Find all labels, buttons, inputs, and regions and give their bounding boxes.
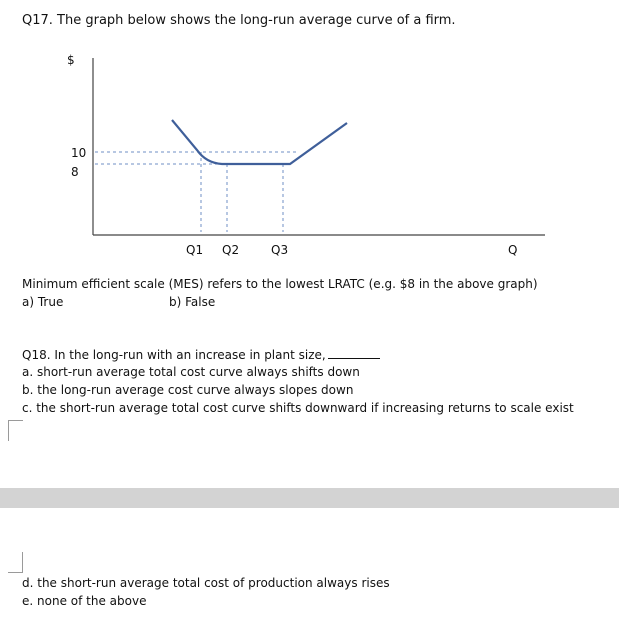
y-tick-8: 8 bbox=[71, 165, 79, 179]
x-axis-label: Q bbox=[508, 243, 518, 257]
q18-stem-line bbox=[22, 348, 380, 362]
y-tick-10: 10 bbox=[71, 146, 87, 160]
q17-option-a[interactable]: a) True bbox=[22, 295, 64, 309]
x-tick-q1: Q1 bbox=[186, 243, 204, 257]
q18-option-e[interactable]: e. none of the above bbox=[22, 594, 147, 608]
y-axis-label: $ bbox=[67, 53, 75, 67]
x-tick-q3: Q3 bbox=[271, 243, 289, 257]
q18-option-a[interactable]: a. short-run average total cost curve always shifts down bbox=[22, 365, 360, 379]
q18-option-b[interactable]: b. the long-run average cost curve always slopes down bbox=[22, 383, 354, 397]
page-break bbox=[0, 488, 619, 508]
page-corner-mark bbox=[8, 420, 23, 441]
q18-option-d[interactable]: d. the short-run average total cost of production always rises bbox=[22, 576, 390, 590]
q17-statement: Minimum efficient scale (MES) refers to the lowest LRATC (e.g. $8 in the above graph) bbox=[22, 277, 538, 291]
page-corner-mark-2 bbox=[8, 552, 23, 573]
lrac-curve bbox=[172, 120, 347, 164]
q18-option-c[interactable]: c. the short-run average total cost curve shifts downward if increasing returns to scale exist bbox=[22, 401, 574, 415]
lrac-graph bbox=[0, 0, 619, 260]
q18-stem: Q18. In the long-run with an increase in plant size, bbox=[22, 348, 326, 362]
q17-title: Q17. The graph below shows the long-run average curve of a firm. bbox=[22, 13, 456, 28]
q17-option-b[interactable]: b) False bbox=[169, 295, 216, 309]
q18-answer-blank bbox=[328, 348, 380, 359]
x-tick-q2: Q2 bbox=[222, 243, 240, 257]
